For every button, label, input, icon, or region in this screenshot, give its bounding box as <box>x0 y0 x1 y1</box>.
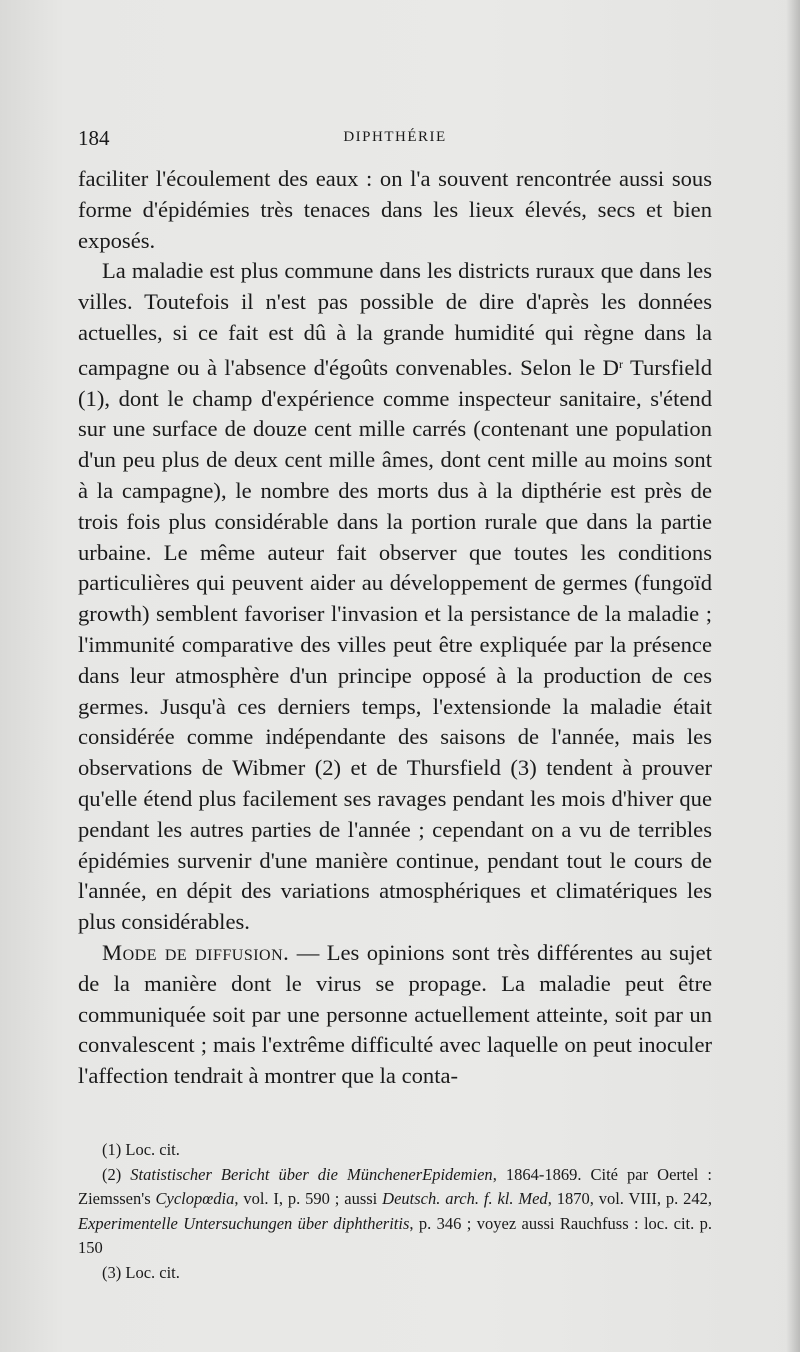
running-title: DIPHTHÉRIE <box>343 129 447 145</box>
paragraph-2-part-b: Tursfield (1), dont le champ d'expérience comme inspecteur sanitaire, s'étend sur une surface de douze cent mille carrés (contenant une population d'un peu plus de deux cent mille âmes, dont cent mille au moins sont à la campagne), le nombre des morts dus à la dipthérie est près de trois fois plus considérable dans la portion rurale que dans la partie urbaine. Le même auteur fait observer que toutes les conditions particulières qui peuvent aider au développement de germes (fungoïd growth) semblent favoriser l'invasion et la persistance de la maladie ; l'immunité comparative des villes peut être expliquée par la présence dans leur atmosphère d'un principe opposé à la production de ces germes. Jusqu'à ces derniers temps, l'extensionde la maladie était considérée comme indépendante des saisons de l'année, mais les observations de Wibmer (2) et de Thursfield (3) tendent à prouver qu'elle étend plus facilement ses ravages pendant les mois d'hiver que pendant les autres parties de l'année ; cependant on a vu de terribles épidémies survenir d'une manière continue, pendant tout le cours de l'année, en dépit des variations atmosphériques et climatériques les plus considérables. <box>78 354 712 935</box>
footnote-3: (3) Loc. cit. <box>102 1262 180 1282</box>
footnote-2-title-1: Statistischer Bericht über die MünchenerEpidemien <box>130 1164 493 1184</box>
footnote-2-number: (2) <box>102 1164 131 1184</box>
footnote-2-text-1: , 1864-1869. Cité par Oertel : Ziemssen's <box>78 1164 712 1208</box>
footnote-2-title-2: Cyclopœdia <box>155 1189 235 1208</box>
body-text <box>78 164 712 1092</box>
footnote-2-text-2: , vol. I, p. 590 ; aussi <box>234 1189 383 1208</box>
footnote-2 <box>78 1163 712 1261</box>
footnote-1: (1) Loc. cit. <box>102 1140 180 1159</box>
footnote-2-text-3: , 1870, vol. VIII, p. 242, <box>547 1189 713 1208</box>
doctor-superscript: r <box>618 356 623 371</box>
paragraph-1: faciliter l'écoulement des eaux : on l'a souvent rencontrée aussi sous forme d'épidémies très tenaces dans les lieux élevés, secs et bien exposés. <box>78 166 712 253</box>
footnote-2-title-3: Deutsch. arch. f. kl. Med <box>382 1189 548 1208</box>
paragraph-3 <box>78 938 712 1092</box>
page-number: 184 <box>78 126 110 150</box>
footnote-2-title-4: Experimentelle Untersuchungen über diphtheritis <box>78 1213 410 1233</box>
footnote-2-text-4: , p. 346 ; voyez aussi Rauchfuss : loc. cit. p. 150 <box>78 1213 712 1257</box>
paragraph-2 <box>78 256 712 938</box>
paragraph-3-text: — Les opinions sont très différentes au sujet de la manière dont le virus se propage. La maladie peut être communiquée soit par une personne actuellement atteinte, soit par un convalescent ; mais l'extrême difficulté avec laquelle on peut inoculer l'affection tendrait à montrer que la conta- <box>78 939 712 1089</box>
footnotes <box>78 1138 712 1285</box>
page-header <box>78 126 712 152</box>
section-heading: Mode de diffusion. <box>102 939 290 965</box>
paragraph-2-part-a: La maladie est plus commune dans les districts ruraux que dans les villes. Toutefois il n'est pas possible de dire d'après les données actuelles, si ce fait est dû à la grande humidité qui règne dans la campagne ou à l'absence d'égoûts convenables. Selon le D <box>78 258 712 380</box>
